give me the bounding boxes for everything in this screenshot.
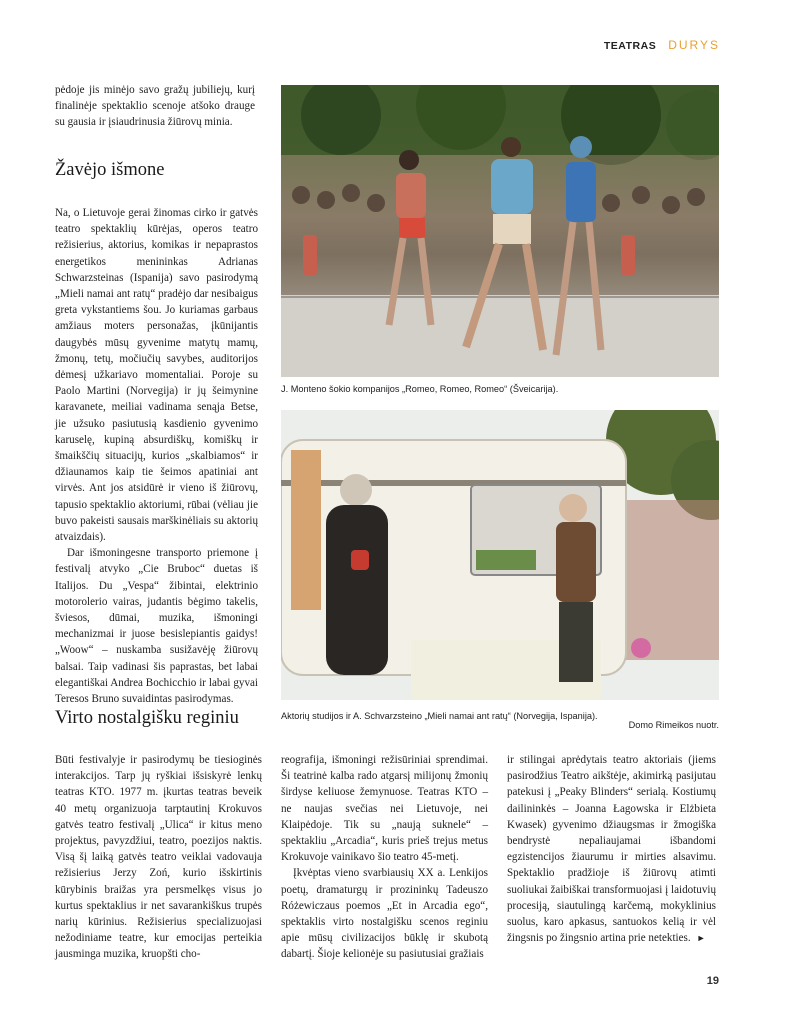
left-column: [55, 205, 258, 707]
paragraph-text: ir stilingai aprėdytais teatro aktoriais (jiems pasirodžius Teatro aikštėje, akimirką pasijutau patekusi į „Peaky Blinders“ serialą. Kostiumų dailininkės – Joanna Łagowska ir Elżbieta Kwasek) gyvenimo džiaugsmas ir žmogiška bendrystė nepaliaujamai išbandomi egzistencijos žiaurumu ir mirties alsavimu. Spektaklio pradžioje iš žiūrovų atimti suoliukai žaibiškai transformuojasi į laidotuvių procesiją, siautulingą karčemą, mokyklinius suolus, karo apkasus, santuokos kelią ir vėl žingsnis po žingsnio artina prie netekties.: [507, 754, 716, 945]
subheading-zavejo: Žavėjo išmone: [55, 160, 165, 180]
section-label: TEATRAS: [603, 40, 657, 52]
paragraph: Įkvėptas vieno svarbiausių XX a. Lenkijos poetų, dramaturgų ir prozininkų Tadeuszo Różewiczaus poemos „Et in Arcadia ego“, spektaklis virto nostalgišku scenos reginiu apie mūsų civilizacijos būklę ir skubotą dabartį. Šioje kelionėje su pasiutusiai gražiais: [281, 867, 488, 961]
paragraph: [507, 752, 716, 946]
photo-credit: Domo Rimeikos nuotr.: [628, 720, 719, 730]
magazine-logo: DURYS: [668, 38, 720, 52]
photo-dance-performance: [281, 85, 719, 377]
paragraph: Na, o Lietuvoje gerai žinomas cirko ir gatvės teatro spektaklių kūrėjas, operos teatro režisierius, aktorius, komikas ir nepaprastos energetikos menininkas Adrianas Schwarzsteinas (Ispanija) savo pasirodymą „Mieli namai ant ratų“ pradėjo dar nesibaigus greta vykstantiems šou. Jo kuriamas garbaus amžiaus moters personažas, įkūnijantis daugybės mūsų gyvenime matytų mamų, žmonų, tetų, močiučių savybes, auditorijos dėmesį užkariavo momentaliai. Poroje su Paolo Martini (Norvegija) ir jų šeimynine karavanete, meiliai vadinama senąja Betse, jie užsuko pasiutusią kasdienio gyvenimo karuselę, kupiną absurdiškų, komiškų ir šmaikščių situacijų, kurios „skalbiamos“ ir džiaunamos kaip tie šeimos apatiniai ant virvės. Ant jos atsidūrė ir vieno iš žiūrovų, tapusio spektaklio aktoriumi, rūbai (vėliau jie buvo pakeisti sausais marškinėliais su aktorių atvaizdais).: [55, 207, 258, 544]
paragraph: Dar išmoningesne transporto priemone į festivalį atvyko „Cie Bruboc“ duetas iš Italijos. Du „Vespa“ žibintai, elektrinio motorolerio vairas, judantis bėgimo takelis, šviesos, dūmai, muzika, išmoningi mechanizmai ir juose besislepiantis gaidys! „Woow“ – nuskamba susižavėję žiūrovų balsai. Taip vadinasi šis paprastas, bet labai elegantiškai Andrea Bochicchio ir labai gyvai Teresos Bruno suvaidintas pasirodymas.: [55, 547, 258, 706]
bottom-column-2: [281, 752, 488, 963]
page-number: 19: [706, 975, 719, 987]
intro-paragraph: [55, 82, 255, 131]
subheading-nostalgisku: Virto nostalgišku reginiu: [55, 708, 239, 728]
paragraph: reografija, išmoningi režisūriniai sprendimai. Ši teatrinė kalba rado atgarsį milijonų žmonių širdyse keliuose žemynuose. Teatras KTO – ne naujas svečias nei Lietuvoje, nei Klaipėdoje. Tik su „naują suknele“ – spektakliu „Arcadia“, kuris prieš trejus metus Krokuvoje vainikavo šio teatro 45-metį.: [281, 754, 488, 864]
photo2-caption: Aktorių studijos ir A. Schvarzsteino „Mieli namai ant ratų“ (Norvegija, Ispanija).: [281, 711, 598, 721]
photo1-caption: J. Monteno šokio kompanijos „Romeo, Romeo, Romeo“ (Šveicarija).: [281, 384, 559, 394]
photo-caravan-performance: [281, 410, 719, 700]
bottom-column-1: [55, 752, 262, 963]
paragraph: Būti festivalyje ir pasirodymų be tiesioginės interakcijos. Tarp jų ryškiai išsiskyrė lenkų teatras KTO. 1977 m. įkurtas teatras beveik 40 metų organizuoja tarptautinį Krokuvos gatvės teatro festivalį „Ulica“ ir kitus meno projektus, pavyzdžiui, teatro, poezijos naktis. Visą šį laiką gatvės teatro veiklai vadovauja režisierius Jerzy Zoń, kurio išskirtinis kūrybinis braižas yra persmelkęs visus jo kurtus spektaklius ir net savarankiškus trupės narių kūrinius. Režisierius specializuojasi nežodiniame teatre, kur emocijas perteikia jausminga muzika, kruopšti cho-: [55, 754, 262, 961]
page-header: [604, 38, 720, 52]
photo-dance-scene: [281, 85, 719, 377]
intro-text: pėdoje jis minėjo savo gražų jubiliejų, kurį finalinėje spektaklio scenoje atšoko drauge su gausia ir įsiaudrinusia žiūrovų minia.: [55, 84, 255, 129]
photo-caravan-scene: [281, 410, 719, 700]
bottom-column-3: [507, 752, 716, 946]
continue-arrow-icon: ►: [696, 933, 706, 944]
